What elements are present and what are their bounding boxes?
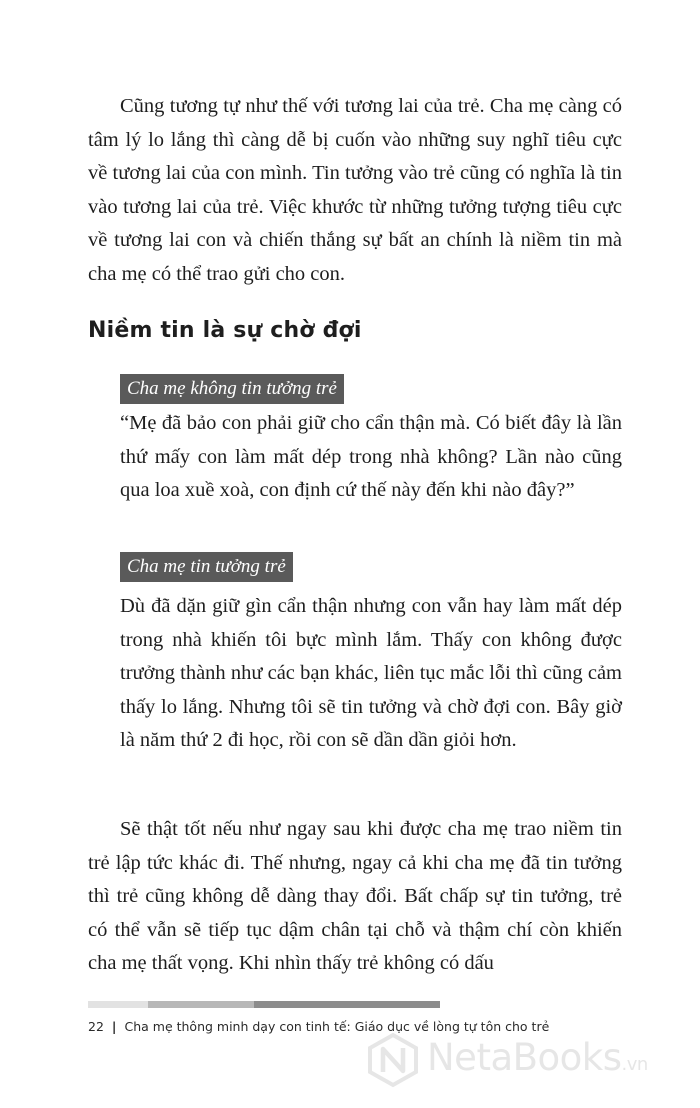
example-text-distrust: “Mẹ đã bảo con phải giữ cho cẩn thận mà. Có biết đây là lần thứ mấy con làm mất dép trong nhà không? Lần nào cũng qua loa xuề xoà, con định cứ thế này đến khi nào đây?” bbox=[120, 412, 622, 501]
watermark-text bbox=[427, 1036, 648, 1079]
example-label-trust: Cha mẹ tin tưởng trẻ bbox=[120, 552, 293, 582]
watermark-brand: NetaBooks bbox=[427, 1036, 622, 1079]
page-number: 22 bbox=[88, 1019, 104, 1034]
watermark-suffix: .vn bbox=[621, 1054, 648, 1075]
footer-bar-segment-mid bbox=[148, 1001, 254, 1008]
watermark bbox=[365, 1030, 685, 1090]
example-label-distrust: Cha mẹ không tin tưởng trẻ bbox=[120, 374, 344, 404]
body-paragraph-1: Cũng tương tự như thế với tương lai của trẻ. Cha mẹ càng có tâm lý lo lắng thì càng dễ bị cuốn vào những suy nghĩ tiêu cực về tương lai của con mình. Tin tưởng vào trẻ cũng có nghĩa là tin vào tương lai của trẻ. Việc khước từ những tưởng tượng tiêu cực về tương lai con và chiến thắng sự bất an chính là niềm tin mà cha mẹ có thể trao gửi cho con. bbox=[88, 95, 622, 285]
footer-bar-segment-dark bbox=[254, 1001, 440, 1008]
example-text-trust: Dù đã dặn giữ gìn cẩn thận nhưng con vẫn hay làm mất dép trong nhà khiến tôi bực mình lắm. Thấy con không được trưởng thành như các bạn khác, liên tục mắc lỗi thì cũng cảm thấy lo lắng. Nhưng tôi sẽ tin tưởng và chờ đợi con. Bây giờ là năm thứ 2 đi học, rồi con sẽ dần dần giỏi hơn. bbox=[120, 595, 622, 751]
footer-bar-segment-light bbox=[88, 1001, 148, 1008]
netabooks-logo-icon bbox=[365, 1032, 421, 1088]
body-paragraph-2: Sẽ thật tốt nếu như ngay sau khi được cha mẹ trao niềm tin trẻ lập tức khác đi. Thế nhưng, ngay cả khi cha mẹ đã tin tưởng thì trẻ cũng không dễ dàng thay đổi. Bất chấp sự tin tưởng, trẻ có thể vẫn sẽ tiếp tục dậm chân tại chỗ và thậm chí còn khiến cha mẹ thất vọng. Khi nhìn thấy trẻ không có dấu bbox=[88, 818, 622, 974]
book-title: Cha mẹ thông minh dạy con tinh tế: Giáo dục về lòng tự tôn cho trẻ bbox=[124, 1019, 550, 1034]
section-heading: Niềm tin là sự chờ đợi bbox=[88, 318, 362, 343]
footer-separator: | bbox=[111, 1019, 117, 1034]
